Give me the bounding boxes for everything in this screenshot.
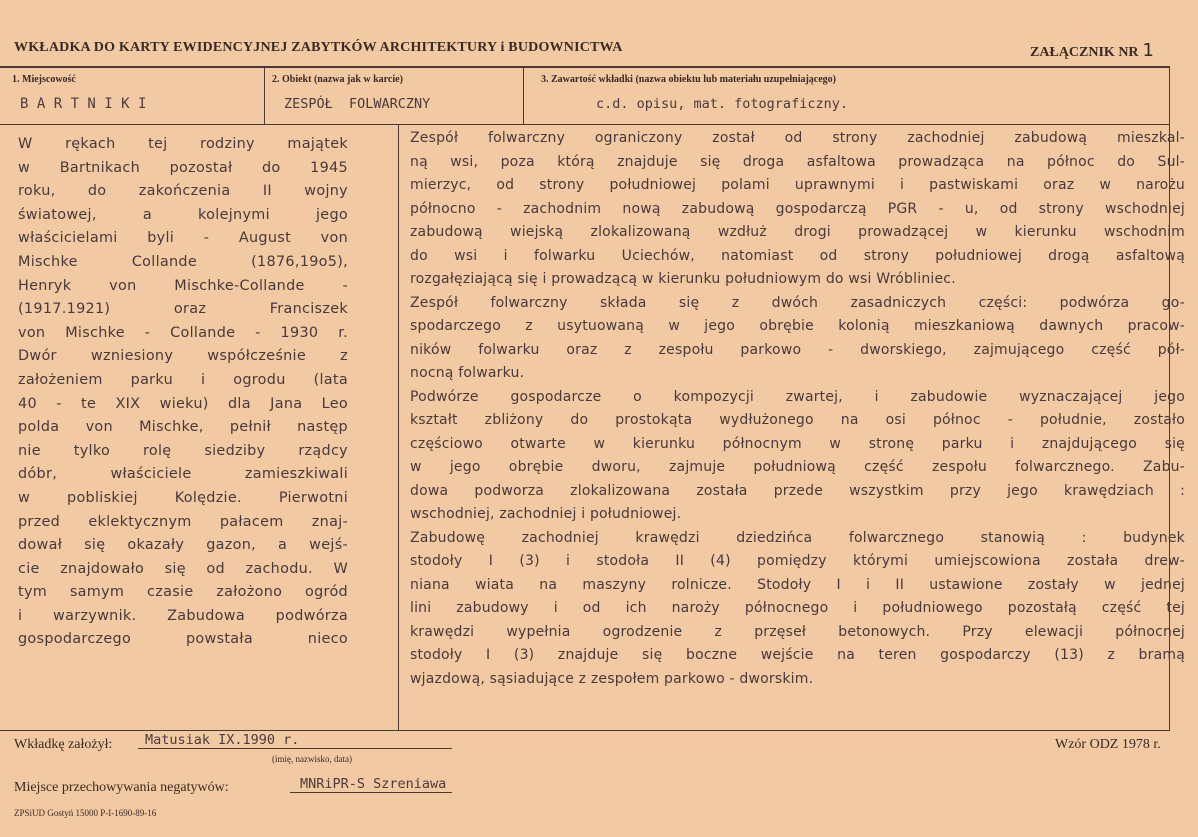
description-line: niana wiata na maszyny rolnicze. Stodoły I i II ustawione zostały w jednej xyxy=(410,576,1185,593)
history-line: roku, do zakończenia II wojny xyxy=(18,183,348,200)
column-divider xyxy=(398,125,399,730)
description-line: lini zabudowy i od ich naroży północnego i południowego pozostałą część tej xyxy=(410,600,1185,616)
description-line: wschodniej, zachodniej i południowej. xyxy=(410,506,682,522)
created-label: Wkładkę założył: xyxy=(14,737,113,752)
form-version: Wzór ODZ 1978 r. xyxy=(1055,737,1161,752)
history-line: Henryk von Mischke-Collande - xyxy=(18,277,348,294)
body-bottom-rule xyxy=(0,730,1170,731)
description-line: spodarczego z usytuowaną w jego obrębie kolonią mieszkaniową dawnych pracow- xyxy=(410,318,1185,334)
divider-1 xyxy=(264,67,265,125)
history-line: W rękach tej rodziny majątek xyxy=(18,136,348,152)
history-line: polda von Mischke, pełnił następ xyxy=(18,419,348,436)
description-line: w jego obrębie dworu, zajmuje południową część zespołu folwarcznego. Zabu- xyxy=(410,459,1185,475)
description-line: ników folwarku oraz z zespołu parkowo - dworskiego, zajmującego część pół- xyxy=(410,341,1185,358)
description-line: ną wsi, poza którą znajduje się droga asfaltowa prowadząca na północ do Sul- xyxy=(410,153,1185,170)
description-line: do wsi i folwarku Uciechów, natomiast od strony południowej drogą asfaltową xyxy=(410,247,1185,264)
history-line: w Bartnikach pozostał do 1945 xyxy=(18,159,348,176)
history-line: dóbr, właściciele zamieszkiwali xyxy=(18,466,348,483)
description-line: nocną folwarku. xyxy=(410,365,525,381)
description-line: rozgałęziającą się i prowadzącą w kierunku południowym do wsi Wróbliniec. xyxy=(410,271,956,287)
history-line: tym samym czasie założono ogród xyxy=(18,584,348,601)
storage-label: Miejsce przechowywania negatywów: xyxy=(14,780,229,795)
content-label: 3. Zawartość wkładki (nazwa obiektu lub materiału uzupełniającego) xyxy=(541,74,837,85)
history-line: 40 - te XIX wieku) dla Jana Leo xyxy=(18,395,348,412)
created-value: Matusiak IX.1990 r. xyxy=(145,732,300,748)
history-line: nie tylko rolę siedziby rządcy xyxy=(18,442,348,459)
description-line: dowa podworza zlokalizowana została przede wszystkim przy jego krawędziach : xyxy=(410,482,1185,499)
divider-2 xyxy=(523,67,524,125)
description-text xyxy=(410,127,1185,691)
locality-label: 1. Miejscowość xyxy=(12,74,76,85)
object-label: 2. Obiekt (nazwa jak w karcie) xyxy=(272,74,403,85)
locality-value: B A R T N I K I xyxy=(20,96,147,112)
description-line: północno - zachodnim nową zabudową gospodarczą PGR - u, od strony wschodniej xyxy=(410,200,1185,217)
history-line: (1917.1921) oraz Franciszek xyxy=(18,301,348,318)
printer-imprint: ZPSiUD Gostyń 15000 P-I-1690-89-16 xyxy=(14,808,157,818)
fields-rule xyxy=(0,124,1170,125)
description-line: krawędzi wypełnia ogrodzenie z przęseł betonowych. Przy elewacji północnej xyxy=(410,623,1185,640)
description-line: kształt zbliżony do prostokąta wydłużonego na osi północ - południe, zostało xyxy=(410,412,1185,428)
history-line: w pobliskiej Kolędzie. Pierwotni xyxy=(18,489,348,506)
created-underline xyxy=(138,748,452,749)
created-hint: (imię, nazwisko, data) xyxy=(272,754,352,764)
description-line: Zabudowę zachodniej krawędzi dziedzińca folwarcznego stanowią : budynek xyxy=(410,529,1185,546)
history-line: dował się okazały gazon, a wejś- xyxy=(18,537,348,554)
description-line: zabudową wiejską zlokalizowaną wzdłuż drogi prowadzącej w kierunku wschodnim xyxy=(410,224,1185,240)
description-line: Podwórze gospodarcze o kompozycji zwartej, i zabudowie wyznaczającej jego xyxy=(410,388,1185,405)
description-line: wjazdową, sąsiadujące z zespołem parkowo - dworskim. xyxy=(410,670,814,687)
history-line: gospodarczego powstała nieco xyxy=(18,631,348,648)
description-line: Zespół folwarczny składa się z dwóch zasadniczych części: podwórza go- xyxy=(410,294,1185,311)
history-line: Mischke Collande (1876,19o5), xyxy=(18,253,348,270)
history-line: Dwór wzniesiony współcześnie z xyxy=(18,348,348,365)
header-rule xyxy=(0,66,1170,68)
description-line: częściowo otwarte w kierunku północnym w stronę parku i znajdującego się xyxy=(410,435,1185,452)
history-line: właścicielami byli - August von xyxy=(18,230,348,247)
description-line: mierzyc, od strony południowej polami uprawnymi i pastwiskami oraz w narożu xyxy=(410,177,1185,193)
form-title: WKŁADKA DO KARTY EWIDENCYJNEJ ZABYTKÓW ARCHITEKTURY i BUDOWNICTWA xyxy=(14,40,623,55)
description-line: stodoły I (3) znajduje się boczne wejście na teren gospodarczy (13) z bramą xyxy=(410,647,1185,663)
history-line: światowej, a kolejnymi jego xyxy=(18,206,348,223)
annex-label xyxy=(1030,40,1154,61)
history-line: von Mischke - Collande - 1930 r. xyxy=(18,324,348,341)
history-line: i warzywnik. Zabudowa podwórza xyxy=(18,607,348,624)
annex-label-text: ZAŁĄCZNIK NR xyxy=(1030,45,1139,60)
description-line: stodoły I (3) i stodoła II (4) pomiędzy którymi umiejscowiona została drew- xyxy=(410,553,1185,569)
storage-underline xyxy=(290,792,452,793)
history-text xyxy=(18,133,348,652)
description-line: Zespół folwarczny ograniczony został od strony zachodniej zabudową mieszkal- xyxy=(410,130,1185,146)
history-line: cie znajdowało się od zachodu. W xyxy=(18,560,348,577)
history-line: założeniem parku i ogrodu (lata xyxy=(18,371,348,388)
history-line: przed eklektycznym pałacem znaj- xyxy=(18,513,348,530)
storage-value: MNRiPR-S Szreniawa xyxy=(300,776,447,792)
content-value: c.d. opisu, mat. fotograficzny. xyxy=(596,96,848,112)
annex-number: 1 xyxy=(1142,40,1154,61)
object-value: ZESPÓŁ FOLWARCZNY xyxy=(284,96,431,112)
